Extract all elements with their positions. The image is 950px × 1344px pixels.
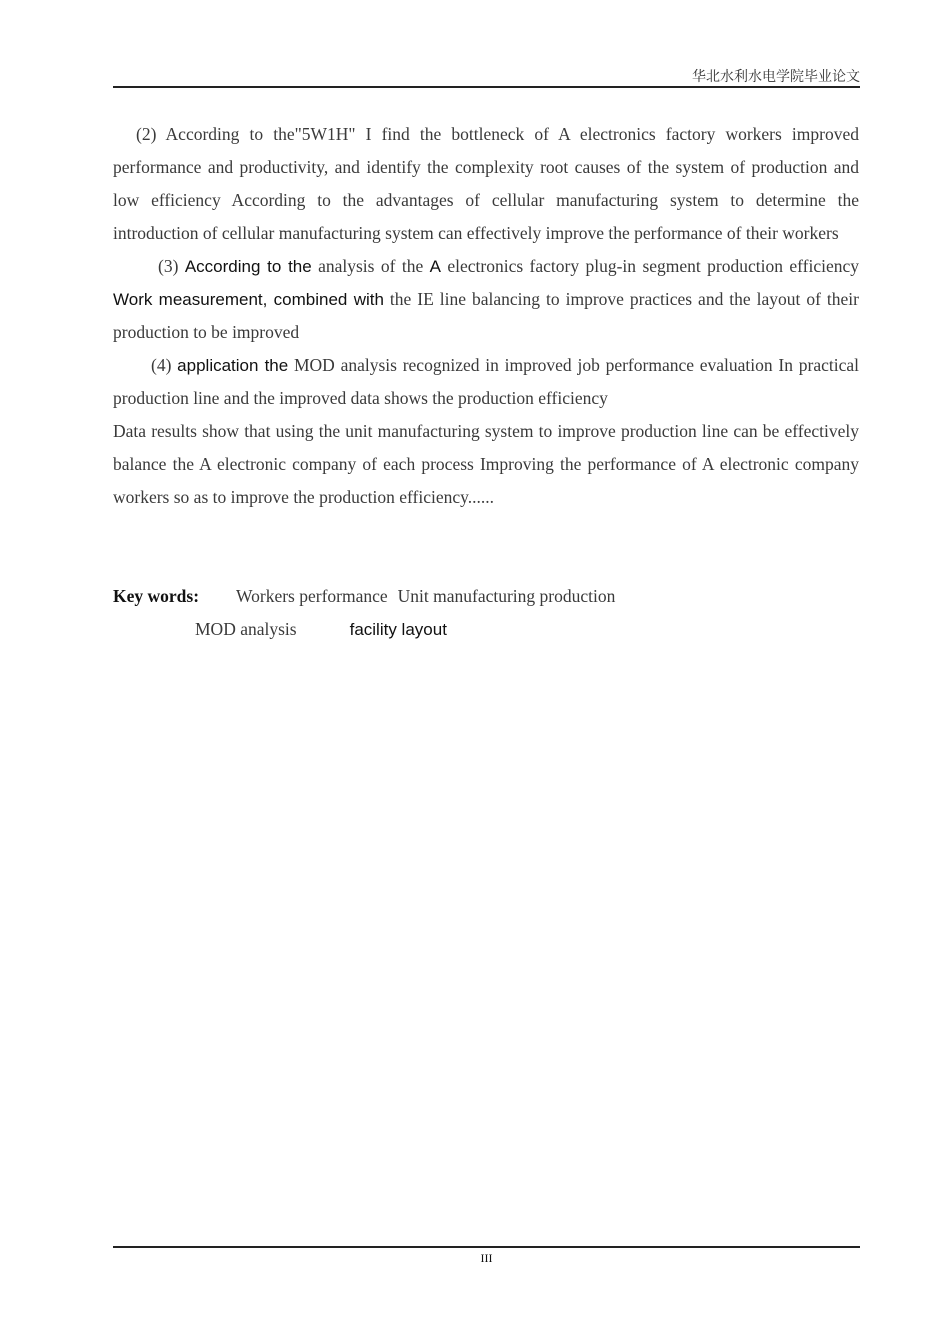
keywords-row-1 [113,580,859,613]
page-header [113,66,860,88]
para4-phrase: application the [177,356,289,375]
para3-phrase-1: According to the [184,257,312,276]
para3-text-2: electronics factory plug-in segment production efficiency [440,256,860,276]
abstract-paragraph-5: Data results show that using the unit manufacturing system to improve production line can be effectively balance the A electronic company of each process Improving the performance of A electronic company workers so as to improve the production efficiency...... [113,421,859,507]
keywords-row-2 [113,613,859,646]
para3-text-3: the IE line balancing to improve practices and the layout of their production to be improved [113,289,859,342]
para3-text-1: analysis of the [311,256,430,276]
abstract-body [113,118,859,514]
keyword-item: Unit manufacturing production [397,586,616,606]
para3-phrase-2: A [429,257,441,276]
abstract-paragraph-2: (2) According to the"5W1H" I find the bottleneck of A electronics factory workers improved performance and productivity, and identify the complexity root causes of the system of production and low efficiency According to the advantages of cellular manufacturing system to determine the introduction of cellular manufacturing system can effectively improve the performance of their workers [113,124,859,243]
keywords-section [113,580,859,646]
page-number: III [480,1251,493,1265]
abstract-paragraph-3 [113,250,859,349]
para3-prefix: (3) [158,256,185,276]
abstract-paragraph-4 [113,349,859,415]
keywords-label: Key words: [113,586,200,606]
para3-phrase-3: Work measurement, combined with [113,290,384,309]
page-footer [113,1246,860,1266]
para4-prefix: (4) [151,355,178,375]
header-title: 华北水利水电学院毕业论文 [692,69,860,85]
para4-text: MOD analysis recognized in improved job performance evaluation In practical production line and the improved data shows the production efficiency [113,355,859,408]
keyword-item: Workers performance [236,586,388,606]
keyword-item: MOD analysis [195,619,297,639]
keyword-item: facility layout [349,620,447,639]
